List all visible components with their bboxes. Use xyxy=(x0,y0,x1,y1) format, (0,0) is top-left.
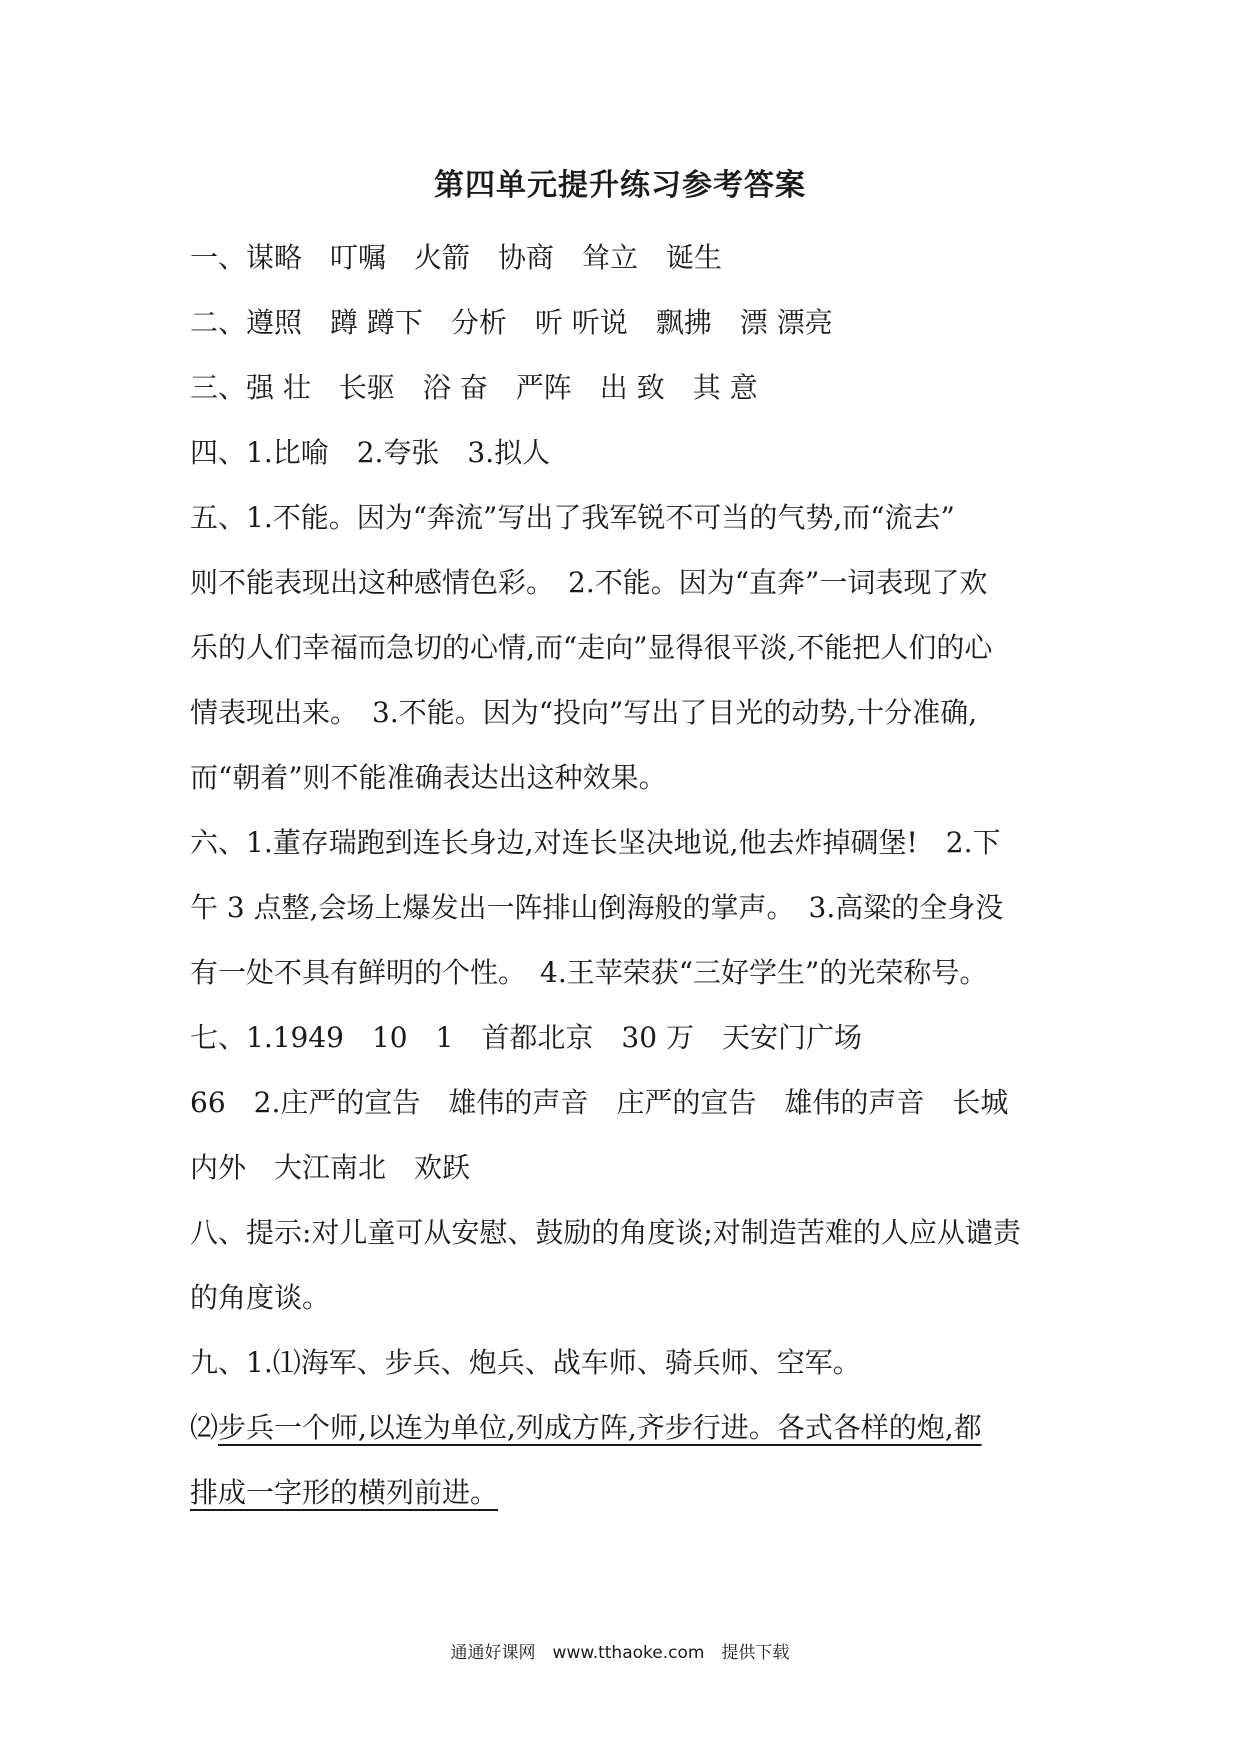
answer-line-10: 六、1.董存瑞跑到连长身边,对连长坚决地说,他去炸掉碉堡! 2.下 xyxy=(190,826,1001,859)
underlined-answer-text-1: 步兵一个师,以连为单位,列成方阵,齐步行进。各式各样的炮,都 xyxy=(218,1411,982,1444)
answer-line-13: 七、1.1949 10 1 首都北京 30 万 天安门广场 xyxy=(190,1021,862,1054)
answer-line-14: 66 2.庄严的宣告 雄伟的声音 庄严的宣告 雄伟的声音 长城 xyxy=(190,1086,1009,1119)
answer-line-12: 有一处不具有鲜明的个性。 4.王苹荣获“三好学生”的光荣称号。 xyxy=(190,956,988,989)
page-title: 第四单元提升练习参考答案 xyxy=(434,168,806,203)
answer-line-2: 二、遵照 蹲 蹲下 分析 听 听说 飘拂 漂 漂亮 xyxy=(190,306,833,339)
answer-line-20 xyxy=(190,1460,1070,1525)
answer-line-15: 内外 大江南北 欢跃 xyxy=(190,1151,471,1184)
answer-line-19 xyxy=(190,1395,1070,1460)
underlined-answer-text-2: 排成一字形的横列前进。 xyxy=(190,1476,499,1509)
answer-line-11: 午 3 点整,会场上爆发出一阵排山倒海般的掌声。 3.高粱的全身没 xyxy=(190,891,1004,924)
answer-line-5: 五、1.不能。因为“奔流”写出了我军锐不可当的气势,而“流去” xyxy=(190,501,955,534)
answer-line-17: 的角度谈。 xyxy=(190,1281,331,1314)
answer-line-6: 则不能表现出这种感情色彩。 2.不能。因为“直奔”一词表现了欢 xyxy=(190,566,988,599)
answer-line-7: 乐的人们幸福而急切的心情,而“走向”显得很平淡,不能把人们的心 xyxy=(190,631,993,664)
answer-line-9: 而“朝着”则不能准确表达出这种效果。 xyxy=(190,761,667,794)
answer-line-4: 四、1.比喻 2.夸张 3.拟人 xyxy=(190,436,551,469)
answer-content xyxy=(190,225,1070,1525)
answer-line-1: 一、谋略 叮嘱 火箭 协商 耸立 诞生 xyxy=(190,241,723,274)
answer-line-16: 八、提示:对儿童可从安慰、鼓励的角度谈;对制造苦难的人应从谴责 xyxy=(190,1216,1021,1249)
answer-line-18: 九、1.⑴海军、步兵、炮兵、战车师、骑兵师、空军。 xyxy=(190,1346,861,1379)
answer-line-8: 情表现出来。 3.不能。因为“投向”写出了目光的动势,十分准确, xyxy=(190,696,978,729)
sub-item-label: ⑵ xyxy=(190,1411,219,1444)
answer-line-3: 三、强 壮 长驱 浴 奋 严阵 出 致 其 意 xyxy=(190,371,758,404)
footer-watermark: 通通好课网 www.tthaoke.com 提供下载 xyxy=(450,1643,790,1663)
